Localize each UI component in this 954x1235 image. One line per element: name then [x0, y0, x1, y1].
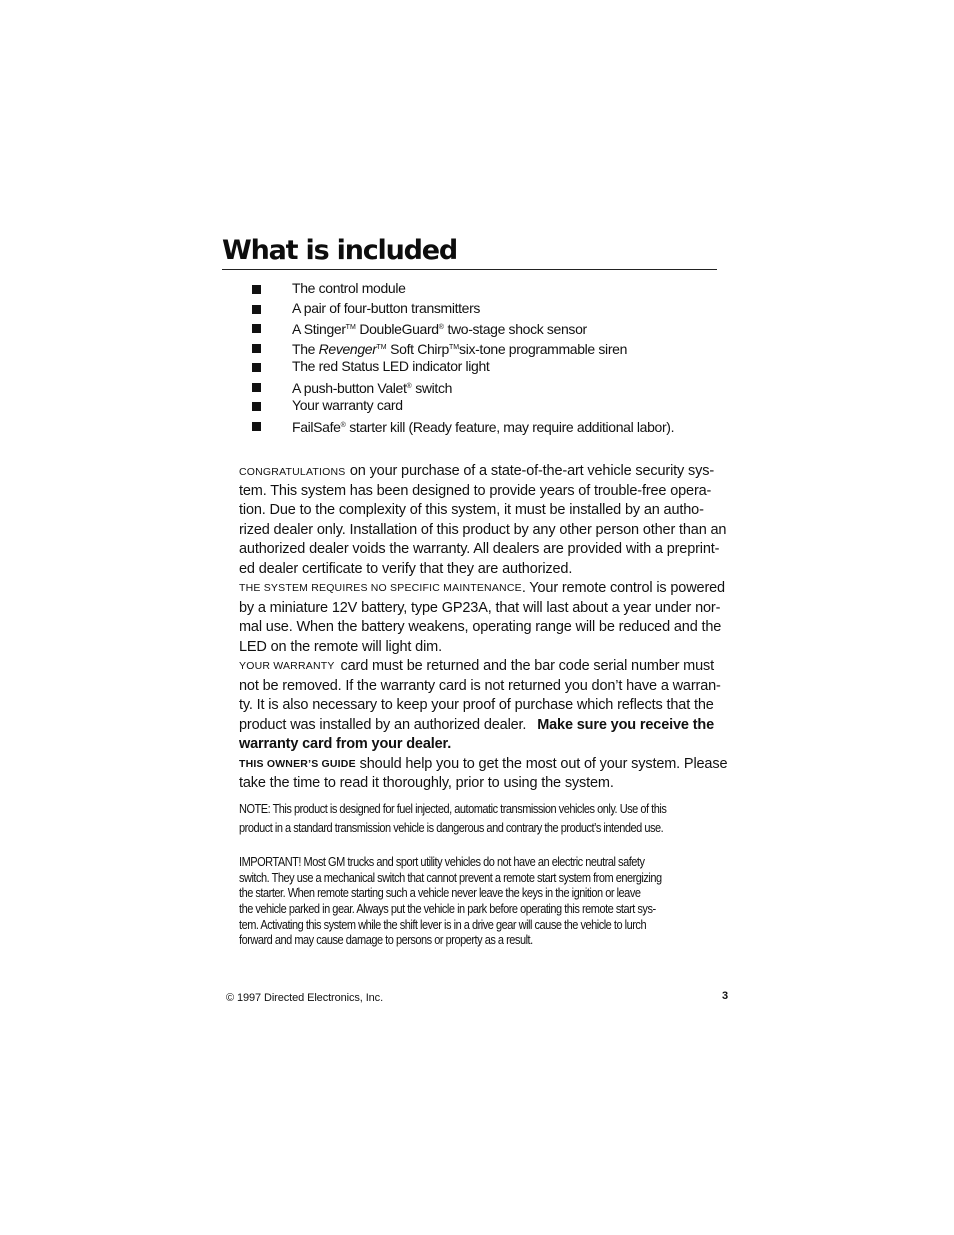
warranty-paragraph: YOUR WARRANTY card must be returned and the bar code serial number must	[239, 658, 714, 674]
square-bullet-icon	[252, 324, 261, 333]
square-bullet-icon	[252, 344, 261, 353]
page-title: What is included	[222, 235, 457, 266]
note-paragraph: NOTE: This product is designed for fuel injected, automatic transmission vehicles only. Use of this product in a standard transmission vehicle is dangerous and contrary the product’s intended use.	[239, 802, 667, 835]
body-text: CONGRATULATIONS on your purchase of a state-of-the-art vehicle security sys- tem. This system has been designed to provide years of trouble-free opera- tion. Due to the complexity of this system, it must be installed by an autho- rized dealer only. Installation of this product by any other person other than an authorized dealer voids the warranty. All dealers are provided with a preprint- ed dealer certificate to verify that they are authorized. THE SYSTEM REQUIRES NO SPECIFIC MAINTENANCE . Your remote control is powered by a miniature 12V battery, type GP23A, that will last about a year under nor- mal use. When the battery weakens, operating range will be reduced and the LED on the remote will light dim. YOUR WARRANTY card must be returned and the bar code serial number must not be removed. If the warranty card is not returned you don’t have a warran- ty. It is also necessary to keep your proof of purchase which reflects that the product was installed by an authorized dealer. Make sure you receive the warranty card from your dealer. THIS OWNER’S GUIDE should help you to get the most out of your system. Please take the time to read it thoroughly, prior to using the system.	[239, 463, 728, 791]
square-bullet-icon	[252, 363, 261, 372]
square-bullet-icon	[252, 402, 261, 411]
square-bullet-icon	[252, 305, 261, 314]
square-bullet-icon	[252, 422, 261, 431]
important-paragraph: IMPORTANT! Most GM trucks and sport utility vehicles do not have an electric neutral safety switch. They use a mechanical switch that cannot prevent a remote start system from energizing the starter. When remote starting such a vehicle never leave the keys in the ignition or leave the vehicle parked in gear. Always put the vehicle in park before operating this remote start sys- tem. Activating this system while the shift lever is in a drive gear will cause the vehicle to lurch forward and may cause damage to persons or property as a result.	[239, 855, 662, 948]
maintenance-paragraph: THE SYSTEM REQUIRES NO SPECIFIC MAINTENANCE . Your remote control is powered	[239, 580, 725, 596]
title-divider	[222, 269, 717, 270]
square-bullet-icon	[252, 383, 261, 392]
square-bullet-icon	[252, 285, 261, 294]
owners-guide-paragraph: THIS OWNER’S GUIDE should help you to get the most out of your system. Please	[239, 755, 728, 772]
page-number: 3	[722, 990, 729, 1002]
copyright-footer: © 1997 Directed Electronics, Inc.	[226, 992, 384, 1004]
congratulations-paragraph: CONGRATULATIONS on your purchase of a state-of-the-art vehicle security sys-	[239, 463, 714, 479]
